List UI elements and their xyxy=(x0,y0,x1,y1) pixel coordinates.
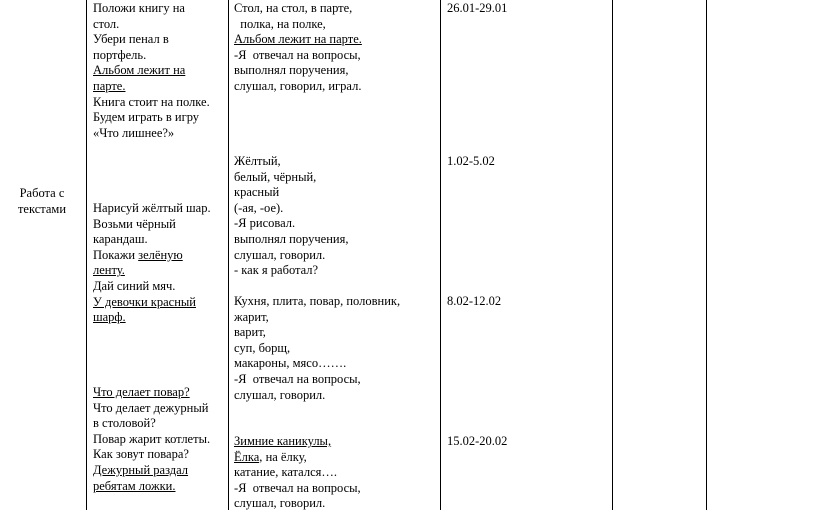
column-border xyxy=(706,0,707,510)
text-segment: слушал, говорил. xyxy=(234,387,326,402)
vocabulary-block-2 xyxy=(234,154,348,279)
text-line xyxy=(93,32,210,48)
text-line xyxy=(234,232,348,248)
text-line xyxy=(234,263,348,279)
text-segment: Возьми чёрный xyxy=(93,216,176,231)
date-range: 15.02-20.02 xyxy=(447,434,508,448)
text-line xyxy=(93,232,211,248)
text-line xyxy=(234,450,361,466)
text-segment: Покажи xyxy=(93,247,139,262)
text-segment: портфель. xyxy=(93,47,147,62)
text-line xyxy=(93,48,210,64)
text-line xyxy=(234,63,362,79)
text-segment: жарит, xyxy=(234,309,269,324)
text-line xyxy=(234,185,348,201)
vocabulary-block-3 xyxy=(234,294,400,403)
text-segment: красный xyxy=(234,185,280,200)
text-segment: суп, борщ, xyxy=(234,340,291,355)
text-line xyxy=(234,248,348,264)
text-segment: «Что лишнее?» xyxy=(93,125,175,140)
underlined-text: Альбом лежит на xyxy=(93,63,186,78)
text-line xyxy=(93,401,210,417)
text-segment: слушал, говорил. xyxy=(234,247,326,262)
text-line xyxy=(93,17,210,33)
text-line xyxy=(93,295,211,311)
text-segment: Повар жарит котлеты. xyxy=(93,431,211,446)
text-segment: стол. xyxy=(93,16,120,31)
text-segment: Положи книгу на xyxy=(93,1,185,15)
text-segment: Жёлтый, xyxy=(234,154,281,168)
vocabulary-block-4 xyxy=(234,434,361,512)
text-segment: Будем играть в игру xyxy=(93,110,200,125)
text-segment: катание, катался…. xyxy=(234,465,337,480)
date-range: 26.01-29.01 xyxy=(447,1,508,15)
text-line xyxy=(234,294,400,310)
column-border xyxy=(612,0,613,510)
section-label xyxy=(0,186,84,217)
text-segment: - как я работал? xyxy=(234,263,319,278)
text-segment: -Я рисовал. xyxy=(234,216,296,231)
text-line xyxy=(93,432,210,448)
text-line xyxy=(234,356,400,372)
text-line xyxy=(93,310,211,326)
column-border xyxy=(228,0,229,510)
text-line xyxy=(93,263,211,279)
text-line xyxy=(93,201,211,217)
text-line xyxy=(234,216,348,232)
underlined-text: Зимние каникулы, xyxy=(234,434,332,448)
text-line xyxy=(93,1,210,17)
text-segment: Что делает дежурный xyxy=(93,400,209,415)
text-segment: выполнял поручения, xyxy=(234,231,349,246)
text-line xyxy=(234,170,348,186)
text-segment: Дай синий мяч. xyxy=(93,278,176,293)
tasks-block-1 xyxy=(93,1,210,141)
text-line xyxy=(93,79,210,95)
text-line xyxy=(234,17,362,33)
text-line xyxy=(234,434,361,450)
text-line xyxy=(234,325,400,341)
text-segment: на ёлку, xyxy=(262,449,307,464)
underlined-text: Ёлка, xyxy=(234,449,263,464)
text-segment: Нарисуй жёлтый шар. xyxy=(93,201,211,215)
underlined-text: У девочки красный xyxy=(93,294,196,309)
column-border xyxy=(440,0,441,510)
text-segment: Стол, на стол, в парте, xyxy=(234,1,353,15)
text-line xyxy=(234,154,348,170)
text-segment: слушал, говорил. xyxy=(234,496,326,511)
text-segment: варит, xyxy=(234,325,266,340)
text-line xyxy=(93,248,211,264)
text-line xyxy=(234,48,362,64)
text-line xyxy=(93,279,211,295)
text-segment: белый, чёрный, xyxy=(234,169,317,184)
text-segment: -Я отвечал на вопросы, xyxy=(234,371,361,386)
text-line xyxy=(234,79,362,95)
text-line xyxy=(234,465,361,481)
text-segment: полка, на полке, xyxy=(234,16,326,31)
text-line xyxy=(93,110,210,126)
text-line xyxy=(93,217,211,233)
text-segment: карандаш. xyxy=(93,232,148,247)
text-line xyxy=(234,481,361,497)
text-segment: Кухня, плита, повар, половник, xyxy=(234,294,401,308)
underlined-text: парте. xyxy=(93,78,126,93)
text-line xyxy=(234,310,400,326)
text-segment: Книга стоит на полке. xyxy=(93,94,210,109)
text-line xyxy=(93,416,210,432)
text-segment: -Я отвечал на вопросы, xyxy=(234,480,361,495)
text-line xyxy=(234,201,348,217)
text-segment: -Я отвечал на вопросы, xyxy=(234,47,361,62)
tasks-block-2 xyxy=(93,201,211,326)
underlined-text: зелёную xyxy=(138,247,183,262)
date-range: 8.02-12.02 xyxy=(447,294,502,308)
text-segment: Как зовут повара? xyxy=(93,447,189,462)
text-line xyxy=(234,341,400,357)
text-segment: в столовой? xyxy=(93,416,156,431)
section-label-line: Работа с xyxy=(19,186,65,200)
underlined-text: Альбом лежит на парте. xyxy=(234,32,362,47)
text-line xyxy=(93,463,210,479)
text-segment: выполнял поручения, xyxy=(234,63,349,78)
text-segment: (-ая, -ое). xyxy=(234,200,284,215)
text-line xyxy=(234,32,362,48)
text-line xyxy=(234,388,400,404)
text-line xyxy=(93,447,210,463)
underlined-text: Дежурный раздал xyxy=(93,462,189,477)
vocabulary-block-1 xyxy=(234,1,362,95)
text-segment: слушал, говорил, играл. xyxy=(234,78,362,93)
underlined-text: ребятам ложки. xyxy=(93,478,176,493)
text-line xyxy=(93,126,210,142)
text-line xyxy=(93,63,210,79)
text-line xyxy=(93,95,210,111)
underlined-text: ленту. xyxy=(93,263,125,278)
text-line xyxy=(93,385,210,401)
text-segment: Убери пенал в xyxy=(93,32,169,47)
underlined-text: шарф. xyxy=(93,310,126,325)
text-segment: макароны, мясо……. xyxy=(234,356,347,371)
tasks-block-3 xyxy=(93,385,210,494)
underlined-text: Что делает повар? xyxy=(93,385,190,399)
text-line xyxy=(93,479,210,495)
text-line xyxy=(234,1,362,17)
column-border xyxy=(86,0,87,510)
section-label-line: текстами xyxy=(17,201,67,216)
text-line xyxy=(234,372,400,388)
date-range: 1.02-5.02 xyxy=(447,154,495,168)
